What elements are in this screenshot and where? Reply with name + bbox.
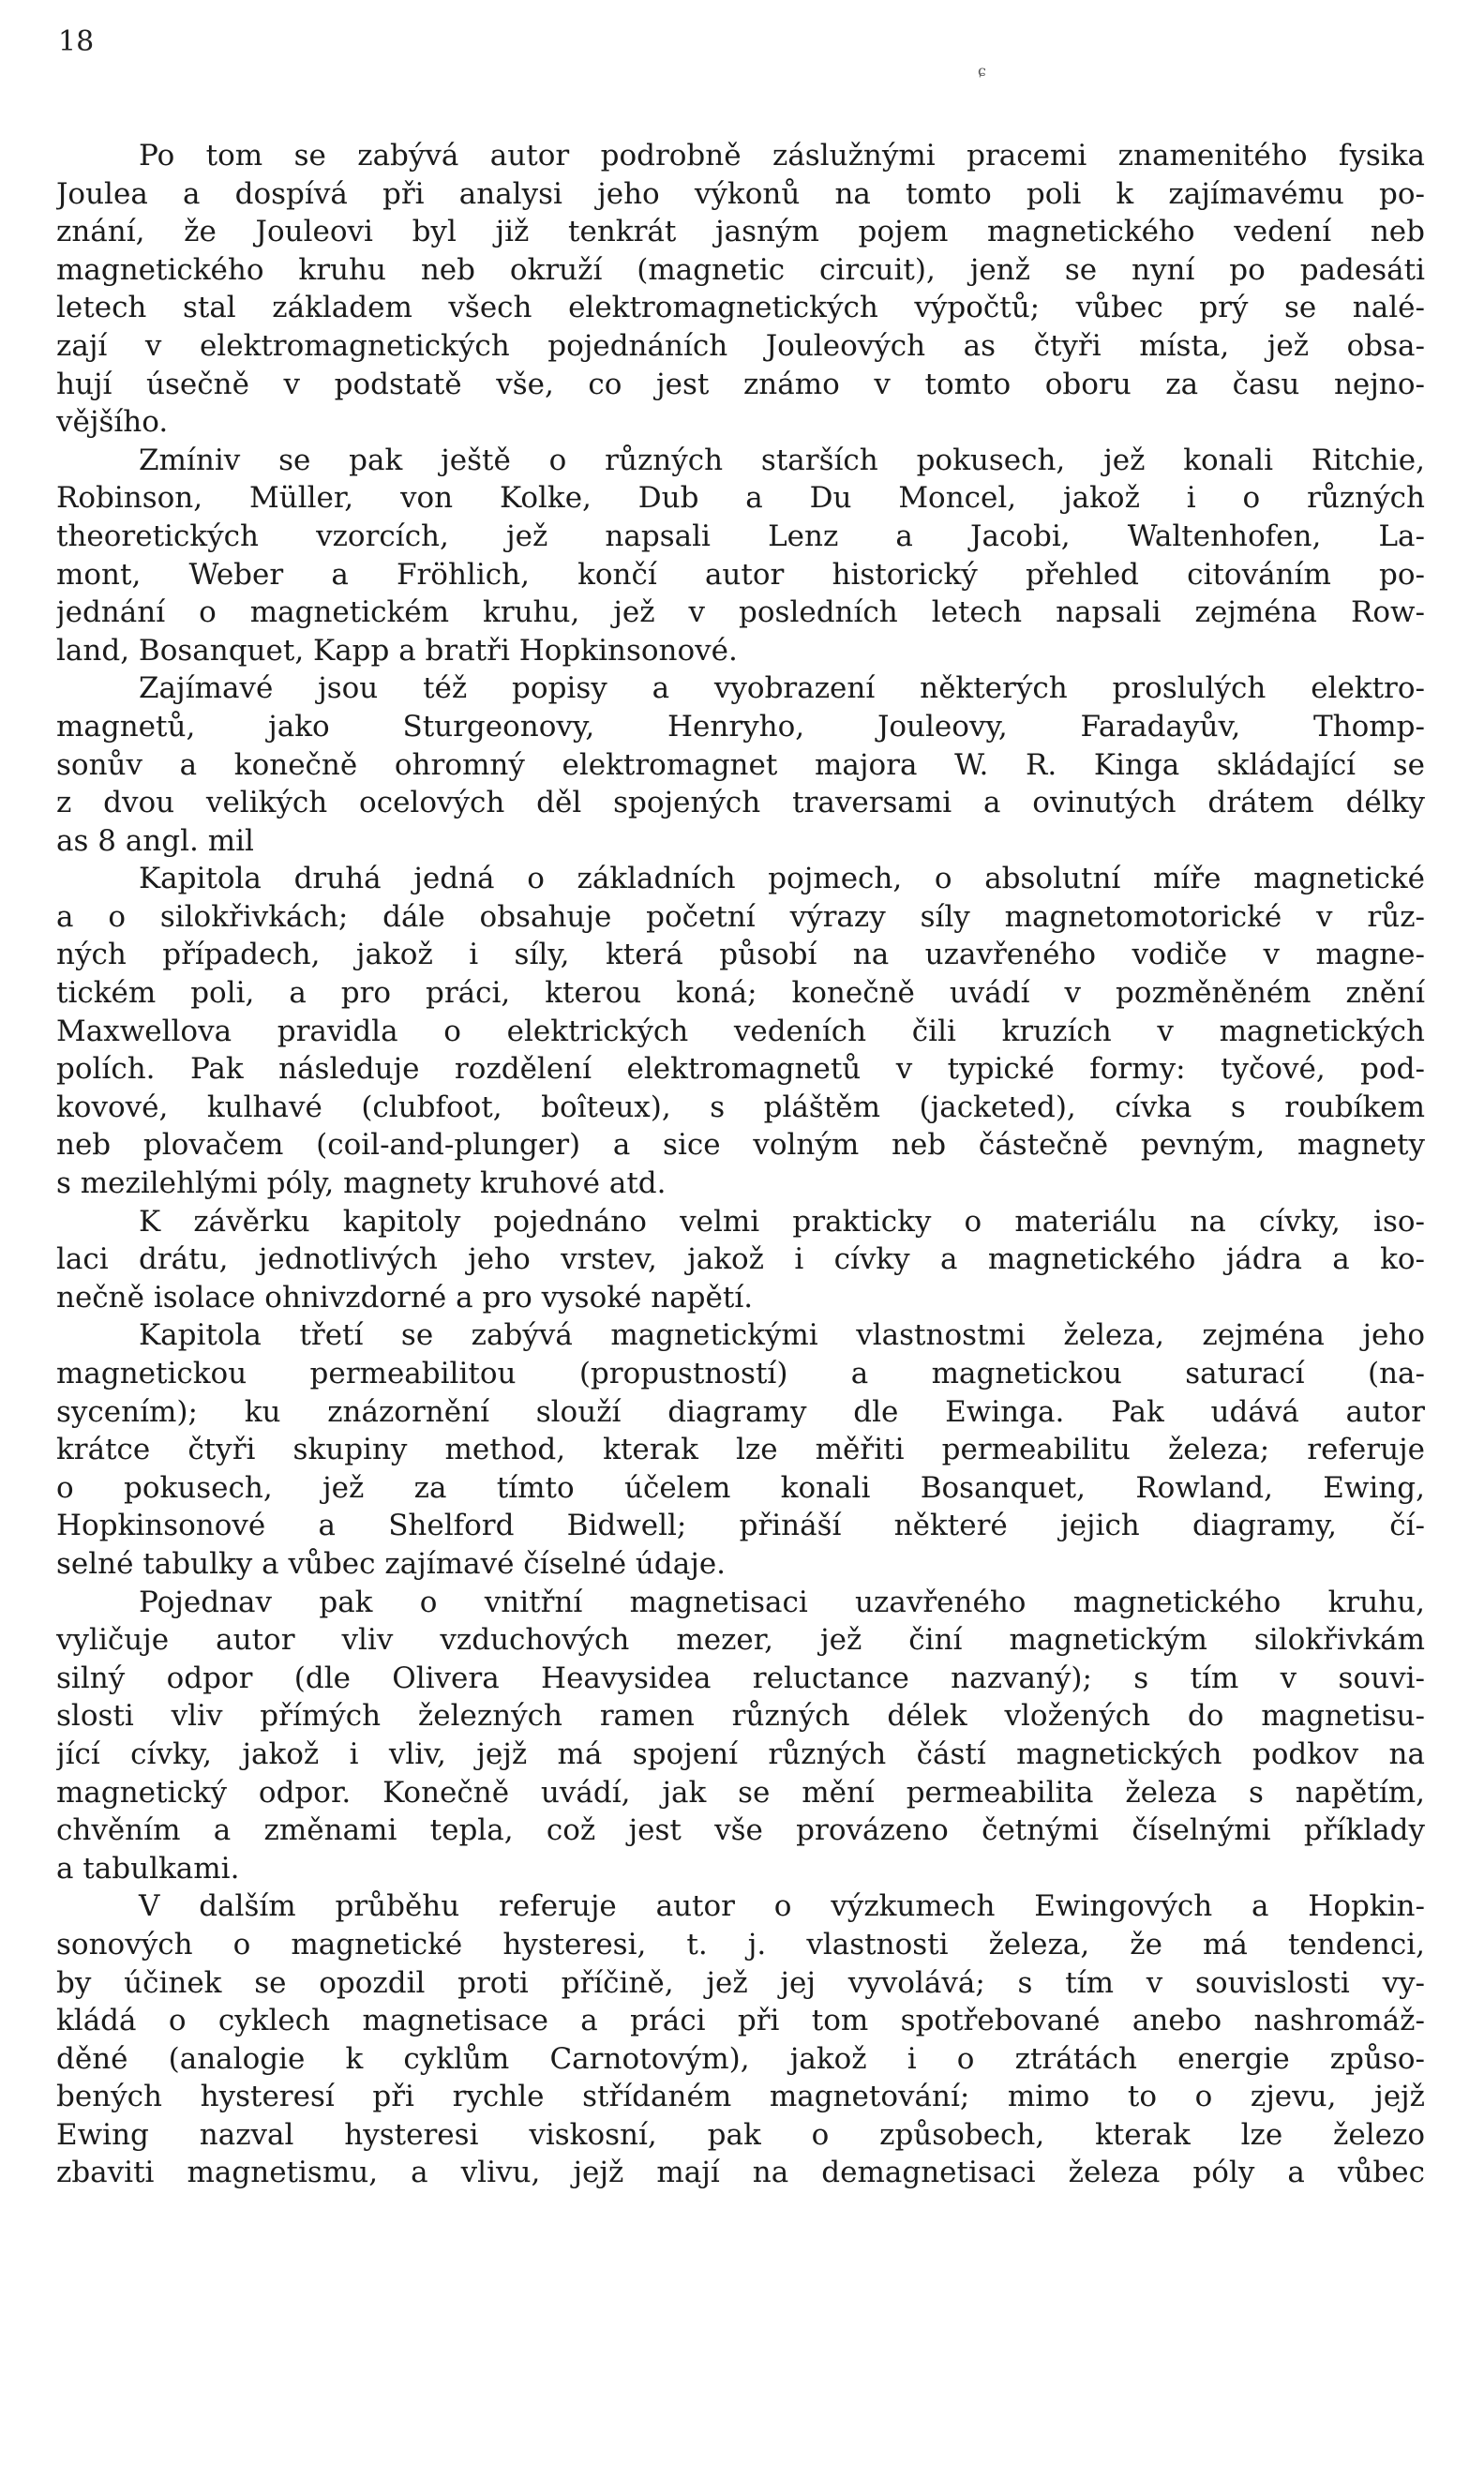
text-line: Hopkinsonové a Shelford Bidwell; přináší některé jejich diagramy, čí-: [56, 1509, 1425, 1543]
text-line: kovové, kulhavé (clubfoot, boîteux), s pláštěm (jacketed), cívka s roubíkem: [56, 1090, 1425, 1124]
text-line: Joulea a dospívá při analysi jeho výkonů na tomto poli k zajímavému po-: [56, 176, 1425, 211]
text-line: letech stal základem všech elektromagnetických výpočtů; vůbec prý se nalé-: [56, 291, 1425, 325]
text-line: magnetický odpor. Konečně uvádí, jak se mění permeabilita železa s napětím,: [56, 1775, 1425, 1810]
text-line: a tabulkami.: [56, 1851, 240, 1886]
text-line: děné (analogie k cyklům Carnotovým), jakož i o ztrátách energie způso-: [56, 2041, 1425, 2076]
text-line: mont, Weber a Fröhlich, končí autor historický přehled citováním po-: [56, 557, 1425, 592]
text-line: sonových o magnetické hysteresi, t. j. vlastnosti železa, že má tendenci,: [56, 1927, 1425, 1961]
page-number: 18: [58, 25, 95, 58]
text-line: Zajímavé jsou též popisy a vyobrazení některých proslulých elektro-: [139, 671, 1425, 706]
text-line: Zmíniv se pak ještě o různých starších pokusech, jež konali Ritchie,: [139, 443, 1425, 477]
text-line: sonův a konečně ohromný elektromagnet majora W. R. Kinga skládající se: [56, 747, 1425, 782]
text-line: magnetickou permeabilitou (propustností) a magnetickou saturací (na-: [56, 1357, 1425, 1390]
text-line: krátce čtyři skupiny method, kterak lze měřiti permeabilitu železa; referuje: [56, 1433, 1425, 1467]
text-line: polích. Pak následuje rozdělení elektromagnetů v typické formy: tyčové, pod-: [56, 1052, 1425, 1087]
text-line: Po tom se zabývá autor podrobně záslužnými pracemi znamenitého fysika: [139, 139, 1425, 173]
text-line: chvěním a změnami tepla, což jest vše provázeno četnými číselnými příklady: [56, 1813, 1425, 1848]
text-line: selné tabulky a vůbec zajímavé číselné údaje.: [56, 1546, 727, 1581]
text-line: laci drátu, jednotlivých jeho vrstev, jakož i cívky a magnetického jádra a ko-: [56, 1242, 1425, 1277]
text-line: jednání o magnetickém kruhu, jež v posledních letech napsali zejména Row-: [56, 595, 1425, 630]
text-line: znání, že Jouleovi byl již tenkrát jasným pojem magnetického vedení neb: [56, 215, 1425, 249]
text-line: hují úsečně v podstatě vše, co jest známo v tomto oboru za času nejno-: [56, 367, 1425, 401]
text-line: a o silokřivkách; dále obsahuje početní výrazy síly magnetomotorické v růz-: [56, 899, 1425, 934]
text-line: neb plovačem (coil-and-plunger) a sice volným neb částečně pevným, magnety: [56, 1128, 1425, 1163]
text-line: theoretických vzorcích, jež napsali Lenz a Jacobi, Waltenhofen, La-: [56, 519, 1425, 553]
text-line: zbaviti magnetismu, a vlivu, jejž mají na demagnetisaci železa póly a vůbec: [56, 2156, 1425, 2190]
text-line: land, Bosanquet, Kapp a bratři Hopkinsonové.: [56, 633, 738, 668]
text-line: Robinson, Müller, von Kolke, Dub a Du Moncel, jakož i o různých: [56, 481, 1425, 516]
text-line: by účinek se opozdil proti příčině, jež jej vyvolává; s tím v souvislosti vy-: [56, 1965, 1425, 2000]
text-line: V dalším průběhu referuje autor o výzkumech Ewingových a Hopkin-: [139, 1889, 1425, 1924]
text-line: tickém poli, a pro práci, kterou koná; konečně uvádí v pozměněném znění: [56, 976, 1425, 1011]
printer-mark: ɕ: [978, 62, 986, 80]
text-line: kládá o cyklech magnetisace a práci při tom spotřebované anebo nashromáž-: [56, 2004, 1425, 2038]
text-line: s mezilehlými póly, magnety kruhové atd.: [56, 1166, 667, 1201]
text-line: o pokusech, jež za tímto účelem konali Bosanquet, Rowland, Ewing,: [56, 1470, 1425, 1505]
text-line: Ewing nazval hysteresi viskosní, pak o způsobech, kterak lze železo: [56, 2117, 1425, 2152]
text-line: K závěrku kapitoly pojednáno velmi prakticky o materiálu na cívky, iso-: [139, 1204, 1425, 1239]
text-line: zají v elektromagnetických pojednáních Jouleových as čtyři místa, jež obsa-: [56, 328, 1425, 363]
text-line: Pojednav pak o vnitřní magnetisaci uzavřeného magnetického kruhu,: [139, 1585, 1425, 1619]
text-line: Kapitola druhá jedná o základních pojmech, o absolutní míře magnetické: [139, 862, 1425, 896]
text-line: ných případech, jakož i síly, která působí na uzavřeného vodiče v magne-: [56, 938, 1425, 972]
text-line: jící cívky, jakož i vliv, jejž má spojení různých částí magnetických podkov na: [56, 1736, 1425, 1771]
body-text: [56, 137, 1425, 2192]
text-line: as 8 angl. mil: [56, 823, 254, 858]
text-line: magnetického kruhu neb okruží (magnetic circuit), jenž se nyní po padesáti: [56, 252, 1425, 287]
text-line: sycením); ku znázornění slouží diagramy dle Ewinga. Pak udává autor: [56, 1394, 1425, 1429]
text-line: silný odpor (dle Olivera Heavysidea reluctance nazvaný); s tím v souvi-: [56, 1661, 1425, 1695]
text-line: Kapitola třetí se zabývá magnetickými vlastnostmi železa, zejména jeho: [139, 1318, 1425, 1353]
text-line: Maxwellova pravidla o elektrických vedeních čili kruzích v magnetických: [56, 1014, 1425, 1048]
text-line: z dvou velikých ocelových děl spojených traversami a ovinutých drátem délky: [56, 786, 1425, 820]
text-line: vějšího.: [56, 405, 169, 440]
text-line: slosti vliv přímých železných ramen různých délek vložených do magnetisu-: [56, 1699, 1425, 1734]
text-line: vyličuje autor vliv vzduchových mezer, jež činí magnetickým silokřivkám: [56, 1623, 1425, 1658]
text-line: magnetů, jako Sturgeonovy, Henryho, Jouleovy, Faradayův, Thomp-: [56, 709, 1425, 744]
text-line: bených hysteresí při rychle střídaném magnetování; mimo to o zjevu, jejž: [56, 2080, 1425, 2114]
text-line: nečně isolace ohnivzdorné a pro vysoké napětí.: [56, 1280, 754, 1315]
